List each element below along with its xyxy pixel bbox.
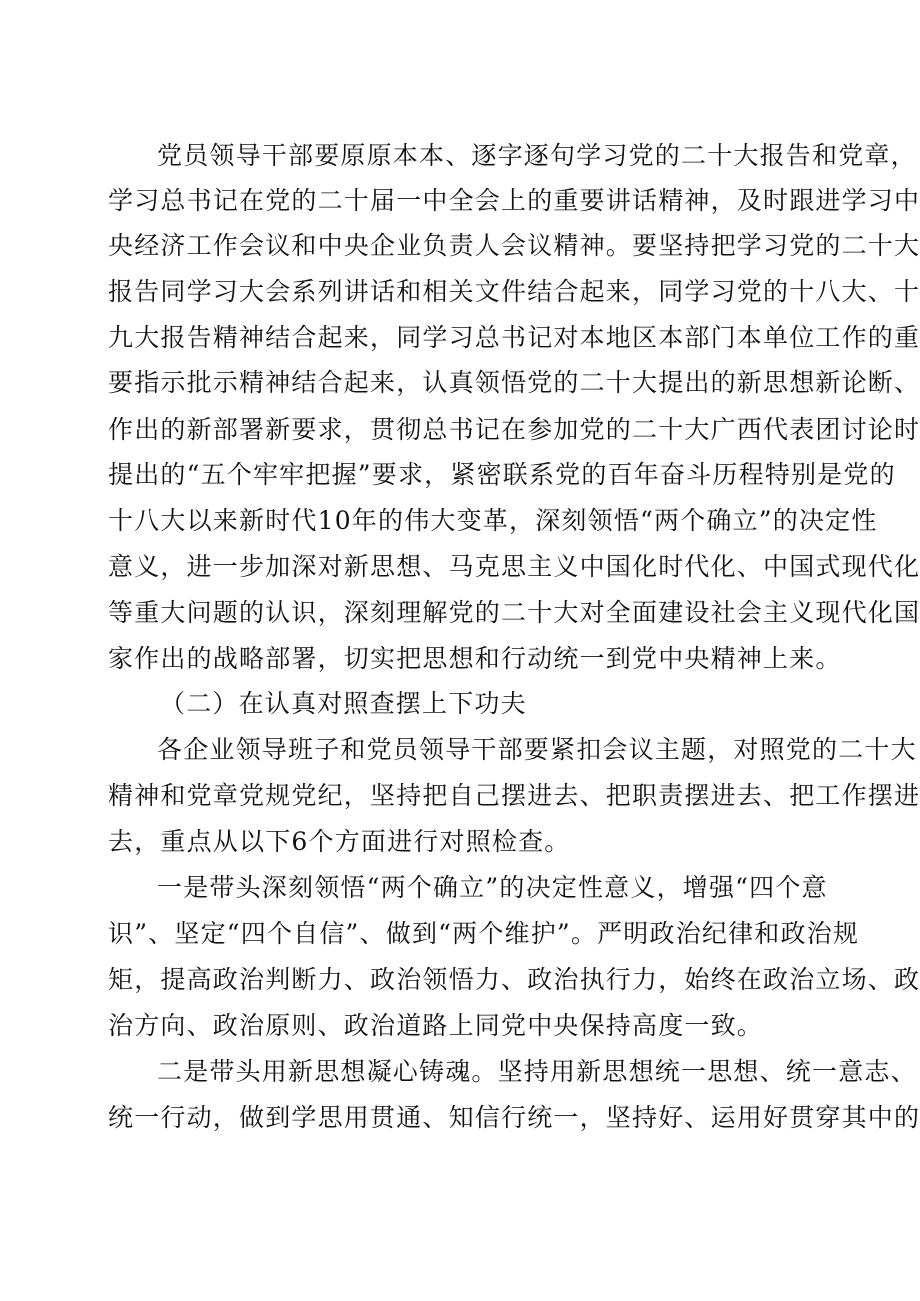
text-line: 九大报告精神结合起来，同学习总书记对本地区本部门本单位工作的重 [108, 323, 920, 352]
text-line: 识”、坚定“四个自信”、做到“两个维护”。严明政治纪律和政治规 [108, 919, 860, 948]
text-line: 党员领导干部要原原本本、逐字逐句学习党的二十大报告和党章， [157, 141, 917, 170]
text-line: 提出的“五个牢牢把握”要求，紧密联系党的百年奋斗历程特别是党的 [108, 460, 896, 489]
text-line: 家作出的战略部署，切实把思想和行动统一到党中央精神上来。 [108, 644, 842, 673]
text-line: 统一行动，做到学思用贯通、知信行统一，坚持好、运用好贯穿其中的 [108, 1103, 920, 1132]
text-line: 十八大以来新时代10年的伟大变革，深刻领悟“两个确立”的决定性 [108, 506, 878, 535]
text-line: 治方向、政治原则、政治道路上同党中央保持高度一致。 [108, 1011, 764, 1040]
text-line: 作出的新部署新要求，贯彻总书记在参加党的二十大广西代表团讨论时 [108, 415, 920, 444]
text-line: 学习总书记在党的二十届一中全会上的重要讲话精神，及时跟进学习中 [108, 186, 920, 215]
text-line: 要指示批示精神结合起来，认真领悟党的二十大提出的新思想新论断、 [108, 368, 920, 397]
text-line: 二是带头用新思想凝心铸魂。坚持用新思想统一思想、统一意志、 [157, 1057, 917, 1086]
text-line: 各企业领导班子和党员领导干部要紧扣会议主题，对照党的二十大 [157, 735, 917, 764]
section-heading: （二）在认真对照查摆上下功夫 [160, 689, 527, 718]
text-line: 一是带头深刻领悟“两个确立”的决定性意义，增强“四个意 [157, 873, 828, 902]
text-line: 报告同学习大会系列讲话和相关文件结合起来，同学习党的十八大、十 [108, 277, 920, 306]
text-line: 意义，进一步加深对新思想、马克思主义中国化时代化、中国式现代化 [108, 552, 920, 581]
text-line: 央经济工作会议和中央企业负责人会议精神。要坚持把学习党的二十大 [108, 231, 920, 260]
text-line: 矩，提高政治判断力、政治领悟力、政治执行力，始终在政治立场、政 [108, 965, 920, 994]
text-line: 等重大问题的认识，深刻理解党的二十大对全面建设社会主义现代化国 [108, 598, 920, 627]
text-line: 去，重点从以下6个方面进行对照检查。 [108, 827, 571, 856]
text-line: 精神和党章党规党纪，坚持把自己摆进去、把职责摆进去、把工作摆进 [108, 781, 920, 810]
